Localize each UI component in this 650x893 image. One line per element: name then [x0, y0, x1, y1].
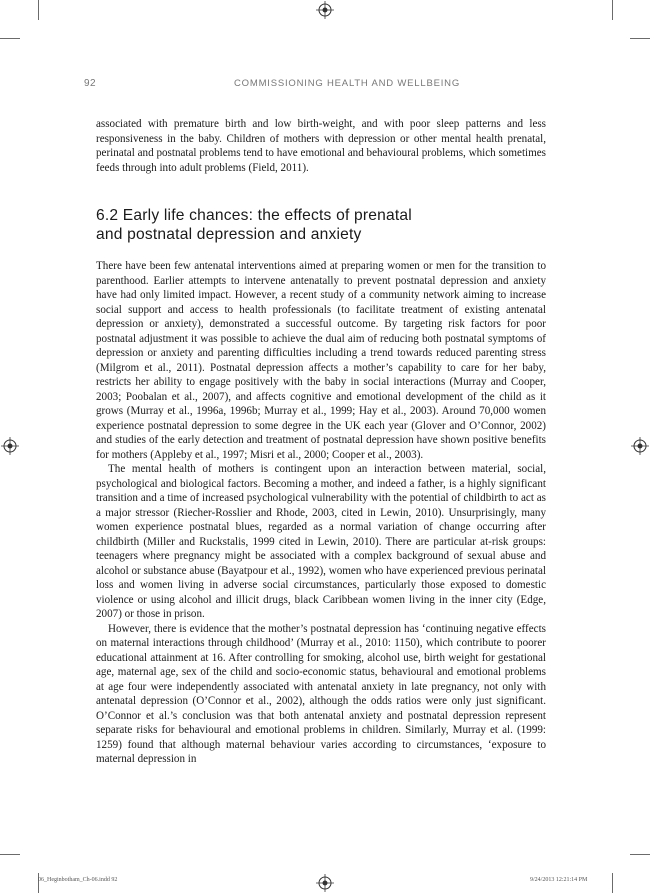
running-head: COMMISSIONING HEALTH AND WELLBEING [234, 78, 461, 89]
registration-mark-icon [316, 1, 334, 19]
intro-paragraph: associated with premature birth and low birth-weight, and with poor sleep patterns and less responsiveness in the baby. Children of mothers with depression or other mental health prenatal, perinatal and postnatal problems tend to have emotional and behavioural problems, which sometimes feeds through into adult problems (Field, 2011). [96, 118, 546, 174]
registration-mark-icon [1, 437, 19, 455]
slug-file-name: 06_Heginbotham_Ch-06.indd 92 [38, 877, 118, 883]
body-paragraph-3: However, there is evidence that the mother’s postnatal depression has ‘continuing negative effects on maternal interactions through childhood’ (Murray et al., 2010: 1150), which contribute to poorer educational attainment at 16. After controlling for smoking, alcohol use, birth weight for gestational age, maternal age, sex of the child and socio-economic status, behavioural and emotional problems at age four were independently associated with antenatal anxiety in late pregnancy, not only with antenatal depression (O’Connor et al., 2002), although the odds ratios were only just significant. O’Connor et al.’s conclusion was that both antenatal anxiety and postnatal depression represent separate risks for behavioural and emotional problems in children. Similarly, Murray et al. (1999: 1259) found that although maternal behaviour varies according to circumstances, ‘exposure to maternal depression in [96, 622, 546, 765]
registration-mark-icon [316, 874, 334, 892]
crop-mark-left-top [0, 38, 20, 39]
crop-mark-right-bottom [630, 854, 650, 855]
crop-mark-top-right [612, 0, 613, 20]
body-paragraph-1: There have been few antenatal interventions aimed at preparing women or men for the transition to parenthood. Earlier attempts to intervene antenatally to prevent postnatal depression and anxiety have had only limited impact. However, a recent study of a community network aiming to increase social support and access to health professionals (to facilitate treatment of existing antenatal depression or anxiety), demonstrated a successful outcome. By targeting risk factors for poor postnatal adjustment it was possible to achieve the dual aim of reducing both postnatal symptoms of depression or anxiety and parenting difficulties including a trend towards reduced parenting stress (Milgrom et al., 2011). Postnatal depression affects a mother’s capability to care for her baby, restricts her ability to engage positively with the baby in social interactions (Murray and Cooper, 2003; Poobalan et al., 2007), and affects cognitive and emotional development of the child as it grows (Murray et al., 1996a, 1996b; Murray et al., 1999; Hay et al., 2003). Around 70,000 women experience postnatal depression to some degree in the UK each year (Glover and O’Connor, 2002) and studies of the early detection and treatment of postnatal depression have shown positive benefits for mothers (Appleby et al., 1997; Misri et al., 2000; Cooper et al., 2003). [96, 260, 546, 461]
section-heading-line-2: and postnatal depression and anxiety [96, 226, 362, 243]
crop-mark-left-bottom [0, 854, 20, 855]
intro-block [96, 117, 546, 175]
section-body [96, 259, 546, 767]
registration-mark-icon [631, 437, 649, 455]
crop-mark-right-top [630, 38, 650, 39]
crop-mark-bottom-left [38, 873, 39, 893]
section-heading-line-1: 6.2 Early life chances: the effects of prenatal [96, 207, 412, 224]
page-header [84, 78, 554, 94]
body-paragraph-2: The mental health of mothers is contingent upon an interaction between material, social, psychological and biological factors. Becoming a mother, and indeed a father, is a highly significant transition and a time of increased psychological vulnerability with the potential of childbirth to act as a major stressor (Riecher-Rosslier and Rhode, 2003, cited in Lewin, 2010). Unsurprisingly, many women experience postnatal blues, regarded as a normal variation of change occurring after childbirth (Miller and Ruckstalis, 1999 cited in Lewin, 2010). There are particular at-risk groups: teenagers where pregnancy might be associated with a complex background of sexual abuse and alcohol or substance abuse (Bayatpour et al., 1992), women who have experienced previous perinatal loss and women living in adverse social circumstances, particularly those exposed to domestic violence or using alcohol and illicit drugs, black Caribbean women living in the inner city (Edge, 2007) or those in prison. [96, 463, 546, 620]
slug-timestamp: 9/24/2013 12:21:14 PM [530, 877, 588, 883]
section-heading [96, 206, 556, 244]
page-number: 92 [84, 78, 97, 89]
crop-mark-top-left [38, 0, 39, 20]
crop-mark-bottom-right [612, 873, 613, 893]
